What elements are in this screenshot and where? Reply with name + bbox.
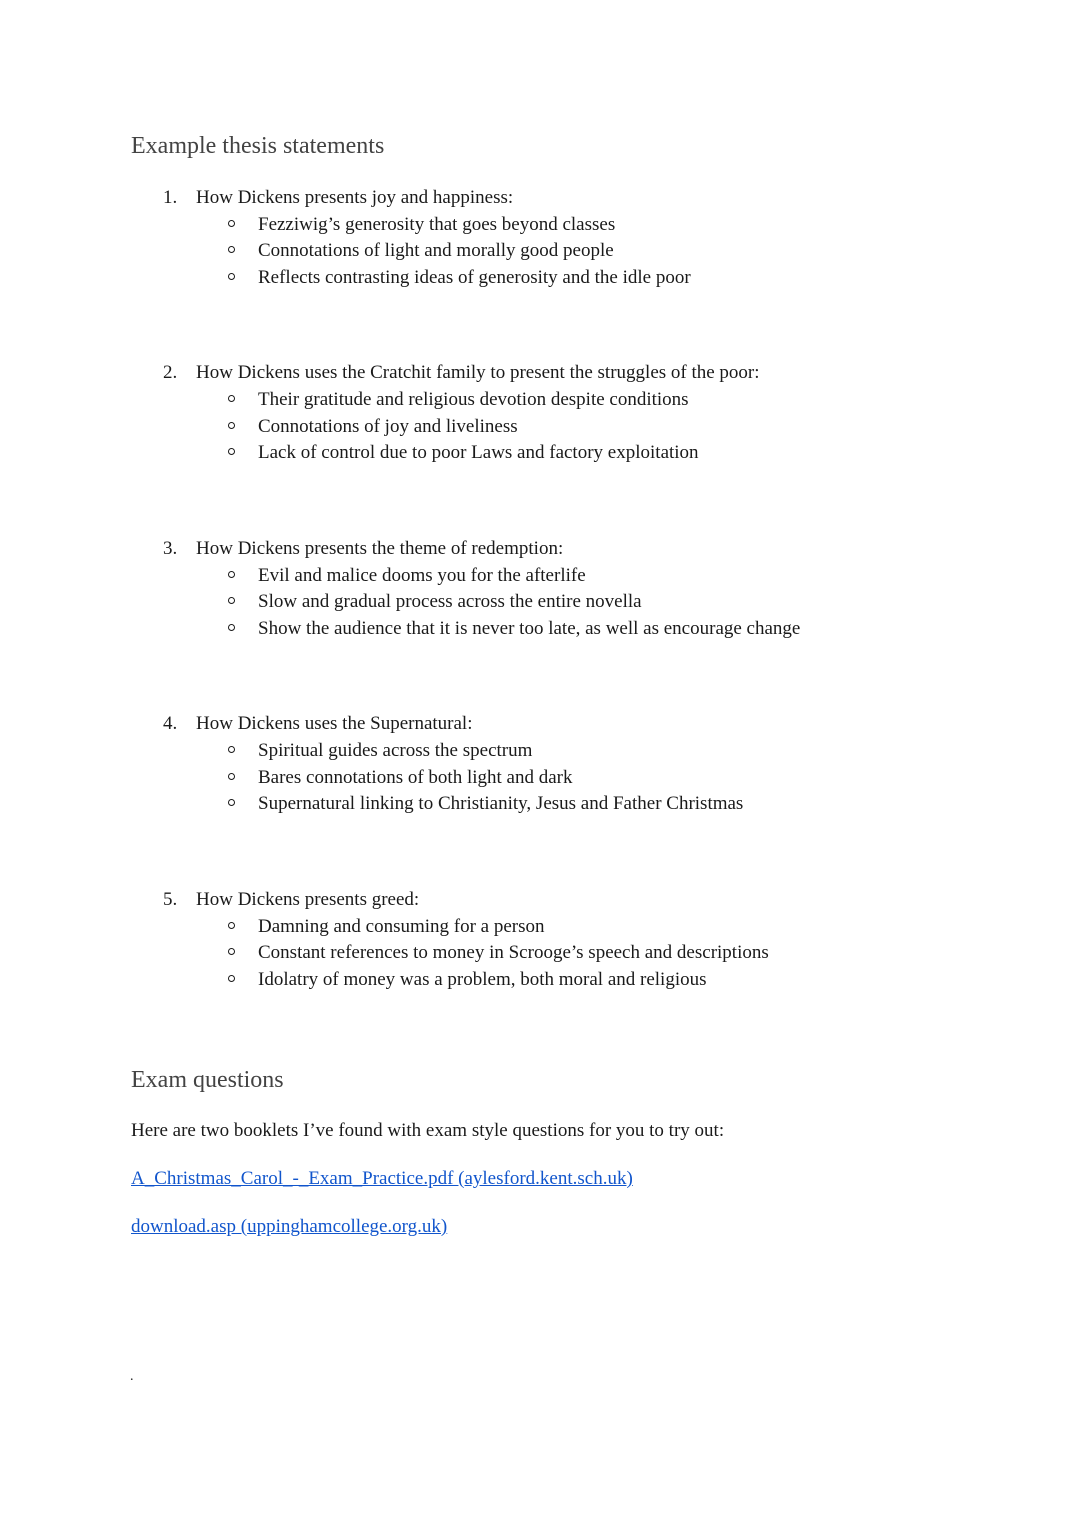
bullet-text: Spiritual guides across the spectrum [258,740,533,761]
bullet-text: Slow and gradual process across the entire novella [258,591,642,612]
bullet-text: Reflects contrasting ideas of generosity and the idle poor [258,267,691,288]
circle-bullet-icon [228,220,235,227]
circle-bullet-icon [228,746,235,753]
circle-bullet-icon [228,246,235,253]
circle-bullet-icon [228,571,235,578]
exam-practice-link[interactable]: A_Christmas_Carol_-_Exam_Practice.pdf (aylesford.kent.sch.uk) [131,1168,633,1189]
list-item [228,943,769,962]
list-item [228,794,743,813]
circle-bullet-icon [228,395,235,402]
thesis-question-1 [163,188,513,207]
thesis-question-4 [163,714,473,733]
bullet-text: Bares connotations of both light and dark [258,767,573,788]
list-item [228,619,800,638]
list-item [228,566,586,585]
list-number: 5. [163,889,178,910]
circle-bullet-icon [228,799,235,806]
thesis-question-3 [163,539,563,558]
list-item [228,215,615,234]
list-number: 2. [163,362,178,383]
list-item [228,241,614,260]
list-item [228,741,532,760]
bullet-text: Lack of control due to poor Laws and factory exploitation [258,442,699,463]
circle-bullet-icon [228,422,235,429]
bullet-text: Connotations of light and morally good people [258,240,614,261]
circle-bullet-icon [228,448,235,455]
list-item [228,592,642,611]
circle-bullet-icon [228,624,235,631]
circle-bullet-icon [228,922,235,929]
stray-mark: . [130,1369,134,1384]
bullet-text: Supernatural linking to Christianity, Jesus and Father Christmas [258,793,744,814]
list-number: 4. [163,713,178,734]
list-item [228,443,699,462]
exam-intro-text: Here are two booklets I’ve found with exam style questions for you to try out: [131,1120,725,1141]
thesis-question-2 [163,363,760,382]
exam-heading: Exam questions [131,1067,284,1093]
list-item [228,768,573,787]
bullet-text: Evil and malice dooms you for the afterlife [258,565,586,586]
thesis-heading: Example thesis statements [131,133,385,159]
bullet-text: Show the audience that it is never too late, as well as encourage change [258,618,801,639]
circle-bullet-icon [228,948,235,955]
circle-bullet-icon [228,273,235,280]
list-number: 3. [163,538,178,559]
bullet-text: Fezziwig’s generosity that goes beyond classes [258,214,616,235]
question-text: How Dickens presents joy and happiness: [196,187,514,208]
circle-bullet-icon [228,597,235,604]
list-item [228,917,545,936]
bullet-text: Damning and consuming for a person [258,916,545,937]
circle-bullet-icon [228,773,235,780]
bullet-text: Constant references to money in Scrooge’s speech and descriptions [258,942,769,963]
question-text: How Dickens uses the Supernatural: [196,713,473,734]
circle-bullet-icon [228,975,235,982]
bullet-text: Connotations of joy and liveliness [258,416,518,437]
list-item [228,268,691,287]
bullet-text: Their gratitude and religious devotion despite conditions [258,389,689,410]
question-text: How Dickens presents greed: [196,889,420,910]
question-text: How Dickens uses the Cratchit family to present the struggles of the poor: [196,362,760,383]
list-item [228,417,518,436]
thesis-question-5 [163,890,419,909]
bullet-text: Idolatry of money was a problem, both moral and religious [258,969,707,990]
list-item [228,390,689,409]
question-text: How Dickens presents the theme of redemption: [196,538,564,559]
uppingham-download-link[interactable]: download.asp (uppinghamcollege.org.uk) [131,1216,448,1237]
list-item [228,970,707,989]
list-number: 1. [163,187,178,208]
